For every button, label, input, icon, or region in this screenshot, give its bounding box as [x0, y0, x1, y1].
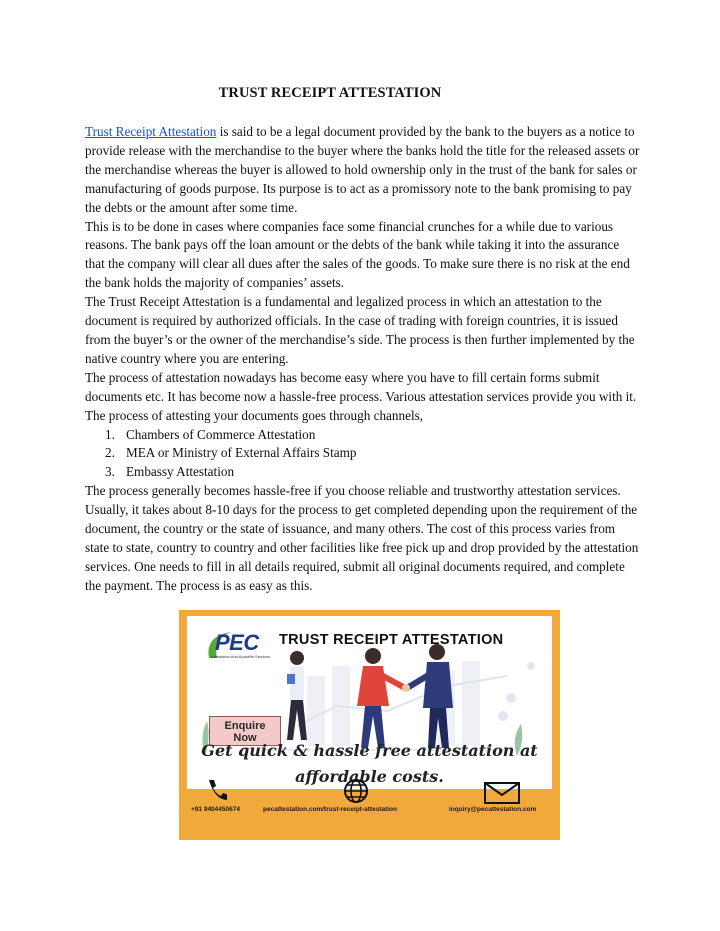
tagline-line-1: Get quick & hassle free attestation at — [201, 741, 538, 760]
document-body — [85, 123, 641, 596]
list-label: Chambers of Commerce Attestation — [126, 426, 316, 442]
list-number: 3. — [105, 464, 115, 480]
list-item — [85, 444, 641, 463]
globe-icon — [343, 778, 369, 804]
enquire-line-1: Enquire — [224, 720, 266, 732]
list-label: MEA or Ministry of External Affairs Stamp — [126, 445, 357, 461]
paragraph-5: The process generally becomes hassle-free if you choose reliable and trustworthy attestation services. Usually, it takes about 8-10 days for the process to get completed depending upon the requirement of the document, the country or the state of issuance, and many others. The cost of this process varies from state to state, country to country and other facilities like free pick up and drop provided by the attestation services. One needs to fill in all details required, submit all original documents required, and complete the payment. The process is as easy as this. — [85, 483, 639, 593]
mail-icon — [484, 782, 520, 804]
pec-logo: PEC — [215, 630, 259, 655]
trust-receipt-link[interactable]: Trust Receipt Attestation — [85, 124, 217, 139]
document-title: TRUST RECEIPT ATTESTATION — [218, 85, 442, 101]
banner-title: TRUST RECEIPT ATTESTATION — [279, 632, 504, 648]
contact-phone[interactable]: +91 9404450674 — [191, 806, 240, 813]
tagline-line-2: affordable costs. — [295, 767, 444, 786]
contact-website[interactable]: pecattestation.com/trust-receipt-attestation — [263, 806, 397, 813]
intro-text: is said to be a legal document provided by the bank to the buyers as a notice to provide release with the merchandise to the buyer where the banks hold the title for the released assets or the merchandise whereas the buyer is allowed to hold ownership only in the trust of the bank for sales or manufacturing of goods purpose. Its purpose is to act as a promissory note to the bank promising to pay the debts or the amount after some time. — [85, 124, 640, 215]
contact-email[interactable]: inquiry@pecattestation.com — [449, 806, 537, 813]
paragraph-2: This is to be done in cases where companies face some financial crunches for a while due to various reasons. The bank pays off the loan amount or the debts of the bank while taking it into the assurance that the company will clear all dues after the sales of the goods. To make sure there is no risk at the end the bank holds the majority of companies’ assets. — [85, 218, 630, 291]
enquire-line-2: Now — [233, 732, 257, 744]
paragraph-4: The process of attestation nowadays has become easy where you have to fill certain forms submit documents etc. It has become now a hassle-free process. Various attestation services provide you with it. The process of attesting your documents goes through channels, — [85, 369, 637, 423]
pec-logo-tagline: Attestation And Apostille Services — [211, 654, 271, 659]
list-number: 2. — [105, 445, 115, 461]
paragraph-3: The Trust Receipt Attestation is a fundamental and legalized process in which an attestation to the document is required by authorized officials. In the case of trading with foreign countries, it is issued from the buyer’s or the owner of the merchandise’s side. The process is then further implemented by the native country where you are entering. — [85, 294, 635, 366]
list-item — [85, 426, 641, 445]
promo-banner — [179, 610, 560, 840]
intro-paragraph — [85, 123, 641, 218]
list-item — [85, 463, 641, 482]
channels-list — [85, 426, 641, 483]
list-label: Embassy Attestation — [126, 464, 235, 480]
list-number: 1. — [105, 426, 115, 442]
phone-icon — [205, 778, 227, 802]
